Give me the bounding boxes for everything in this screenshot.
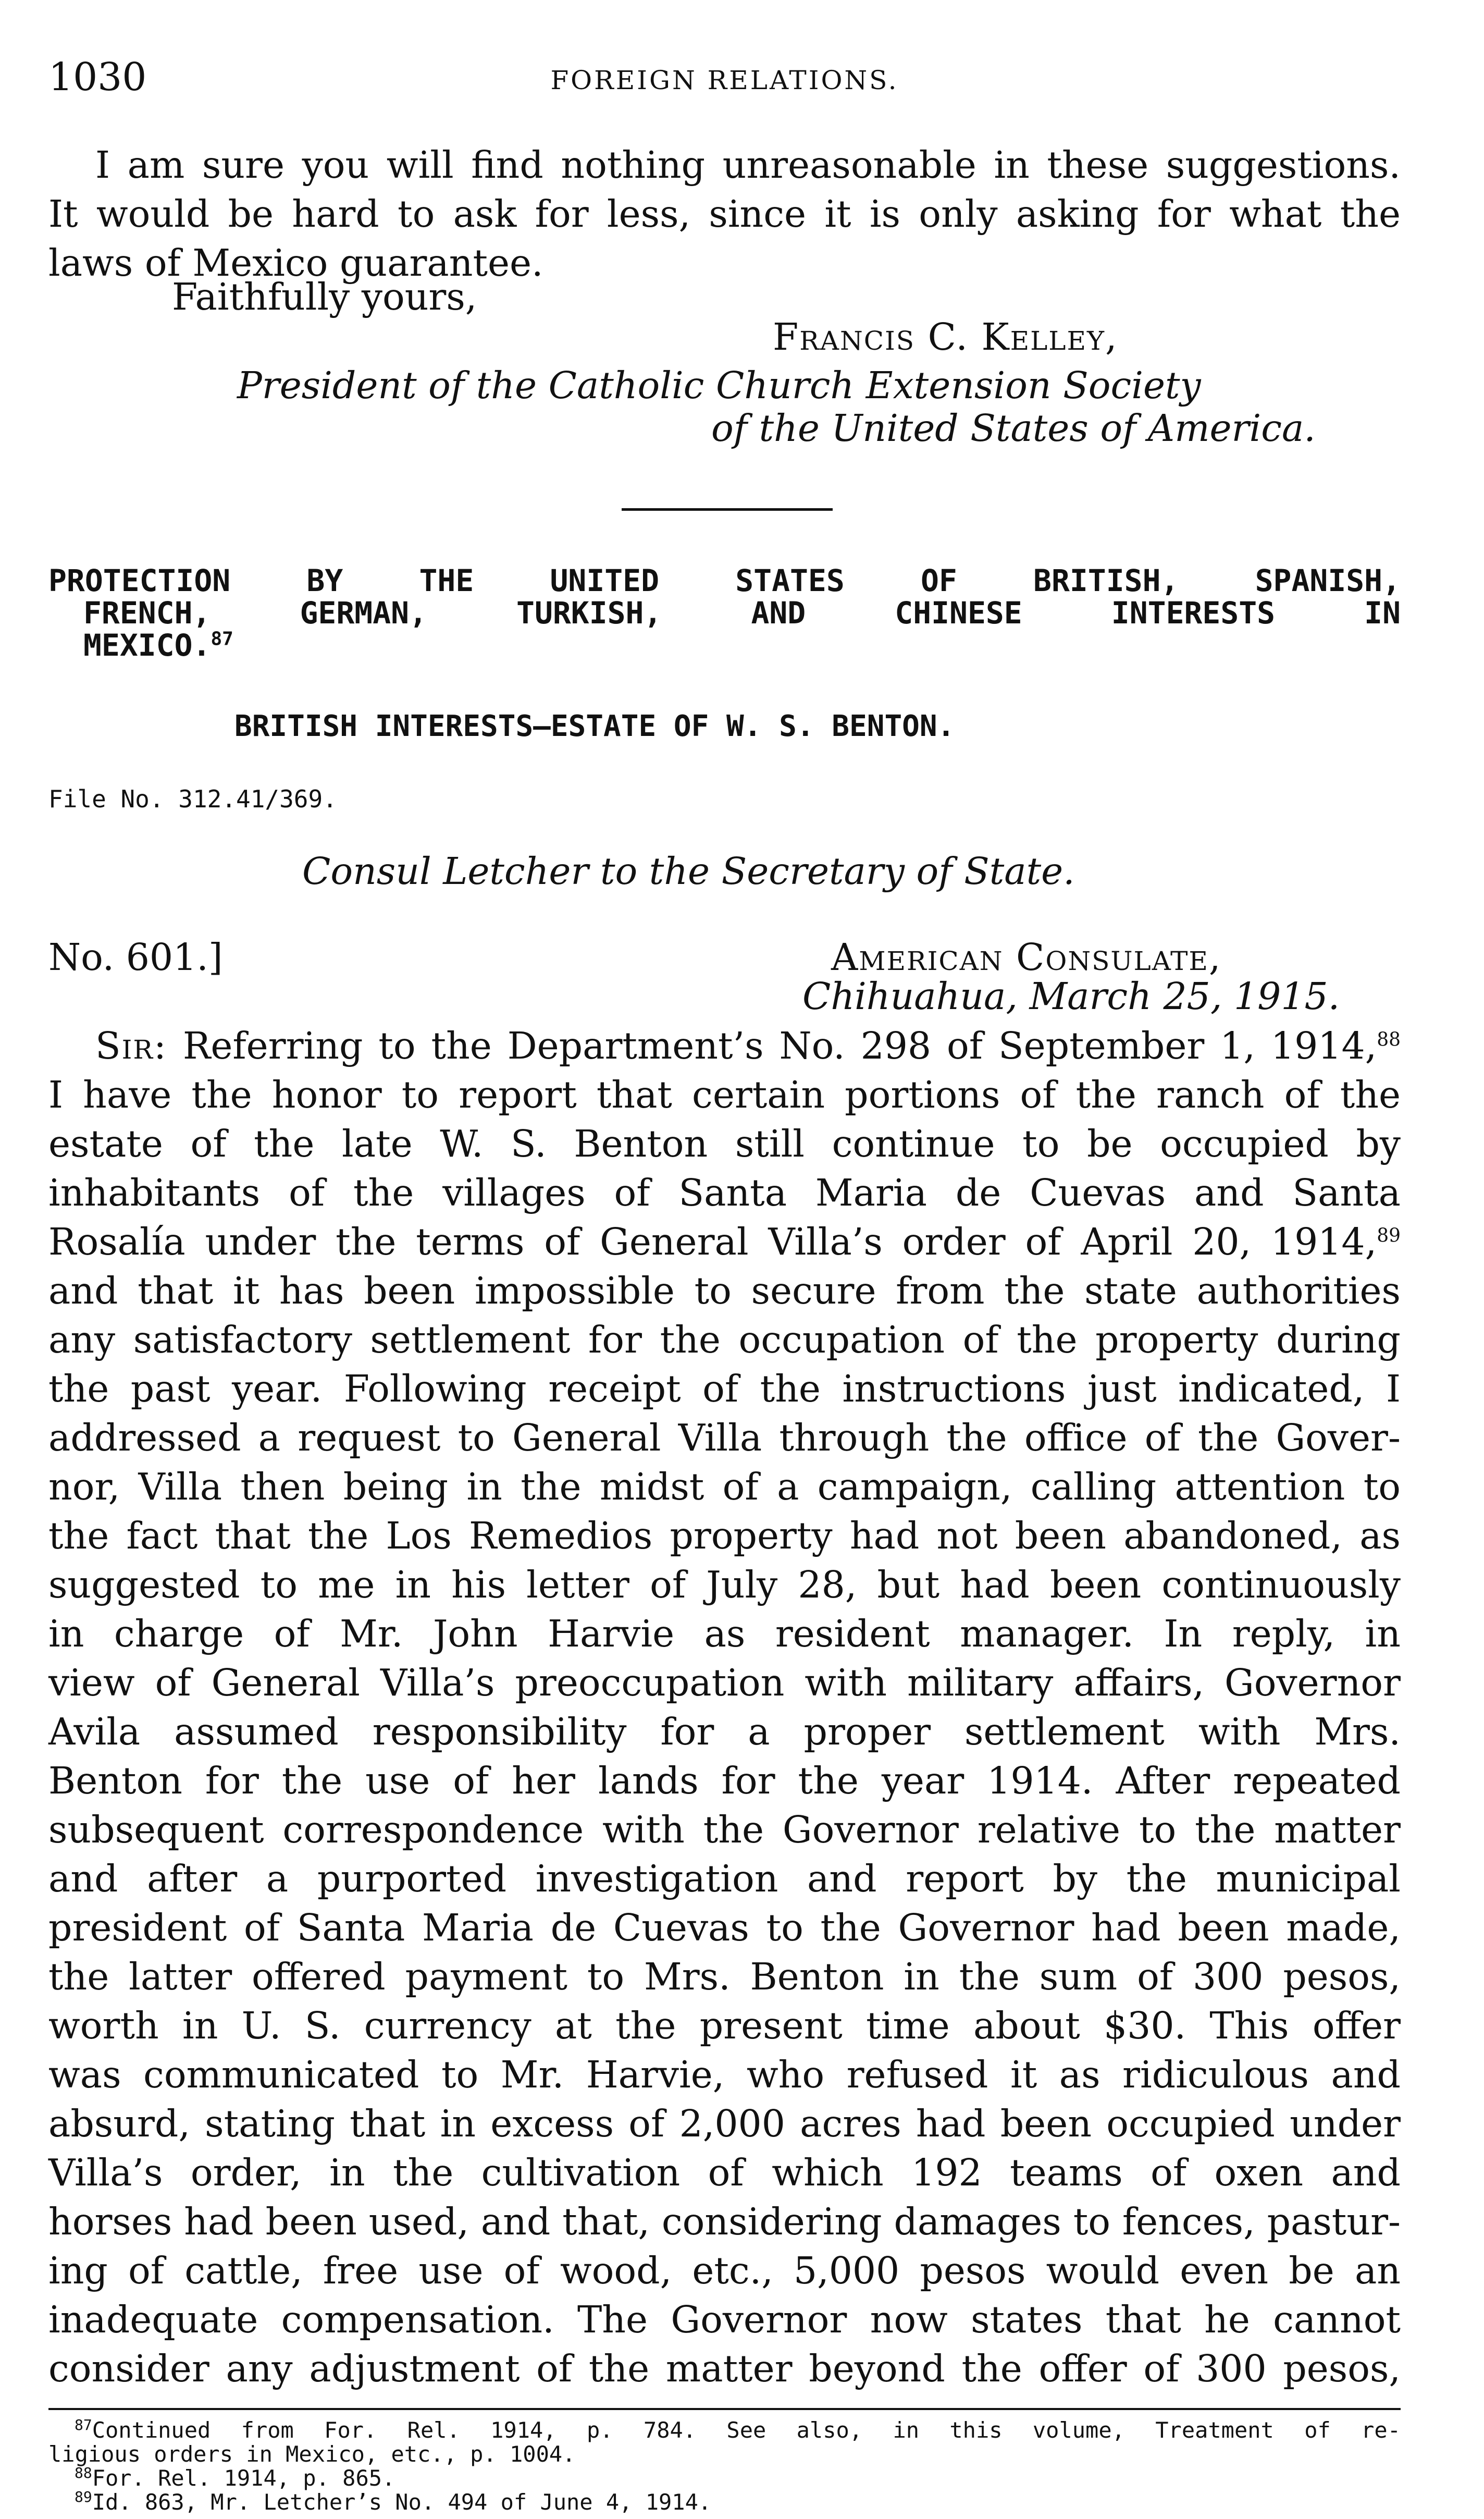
body-text-line: absurd, stating that in excess of 2,000 acres had been occupied under bbox=[48, 2102, 1401, 2145]
section-heading-line: MEXICO.$^{87}$ bbox=[83, 628, 233, 663]
place-date: Chihuahua, March 25, 1915. bbox=[802, 975, 1340, 1018]
letter-closing: Faithfully yours, bbox=[172, 275, 477, 318]
body-text-line: Villa’s order, in the cultivation of which 192 teams of oxen and bbox=[48, 2151, 1401, 2194]
letter-text-line: I am sure you will find nothing unreasonable in these suggestions. bbox=[95, 143, 1401, 187]
body-text-line: nor, Villa then being in the midst of a campaign, calling attention to bbox=[48, 1465, 1401, 1508]
body-text-line: addressed a request to General Villa through the office of the Gover- bbox=[48, 1416, 1401, 1459]
body-text-line: suggested to me in his letter of July 28, but had been continuously bbox=[48, 1563, 1401, 1606]
body-text-line: consider any adjustment of the matter beyond the offer of 300 pesos, bbox=[48, 2347, 1401, 2390]
running-head bbox=[48, 55, 1401, 102]
body-text-line: and that it has been impossible to secure from the state authorities bbox=[48, 1269, 1401, 1312]
body-text-line: in charge of Mr. John Harvie as resident manager. In reply, in bbox=[48, 1612, 1401, 1655]
body-text-line: and after a purported investigation and report by the municipal bbox=[48, 1857, 1401, 1900]
body-text-line: inadequate compensation. The Governor now states that he cannot bbox=[48, 2298, 1401, 2341]
body-text-line: Rosalía under the terms of General Villa’s order of April 20, 1914,89 bbox=[48, 1220, 1401, 1263]
consulate-name: American Consulate, bbox=[831, 936, 1222, 979]
body-text-line: Avila assumed responsibility for a proper settlement with Mrs. bbox=[48, 1710, 1401, 1753]
body-text-line: president of Santa Maria de Cuevas to the Governor had been made, bbox=[48, 1906, 1401, 1949]
footnote-number: 87 bbox=[75, 2416, 92, 2434]
letter-text-line: It would be hard to ask for less, since it is only asking for what the bbox=[48, 192, 1401, 236]
body-text-line: ing of cattle, free use of wood, etc., 5,000 pesos would even be an bbox=[48, 2249, 1401, 2292]
footnote-88: $^{88}$For. Rel. 1914, p. 865. bbox=[75, 2464, 395, 2491]
running-title: FOREIGN RELATIONS. bbox=[550, 65, 899, 95]
footnote-87: $^{87}$Continued from For. Rel. 1914, p. 784. See also, in this volume, Treatment of re- bbox=[75, 2416, 1401, 2443]
document-title: Consul Letcher to the Secretary of State. bbox=[302, 850, 1075, 893]
body-text-line: inhabitants of the villages of Santa Maria de Cuevas and Santa bbox=[48, 1171, 1401, 1214]
page-number: 1030 bbox=[48, 55, 147, 100]
body-text-line: Sir: Referring to the Department’s No. 298 of September 1, 1914,88 bbox=[95, 1024, 1401, 1067]
body-text-line: horses had been used, and that, considering damages to fences, pastur- bbox=[48, 2200, 1401, 2243]
section-heading-line: PROTECTION BY THE UNITED STATES OF BRITISH, SPANISH, bbox=[48, 563, 1401, 598]
dispatch-number: No. 601.] bbox=[48, 936, 223, 979]
body-text-line: any satisfactory settlement for the occupation of the property during bbox=[48, 1318, 1401, 1361]
signer-title: President of the Catholic Church Extension Society bbox=[237, 364, 1201, 407]
body-text-line: view of General Villa’s preoccupation with military affairs, Governor bbox=[48, 1661, 1401, 1704]
footnote-ref: 89 bbox=[1377, 1225, 1401, 1247]
footnote-89: $^{89}$Id. 863, Mr. Letcher’s No. 494 of June 4, 1914. bbox=[75, 2488, 712, 2515]
section-subheading: BRITISH INTERESTS—ESTATE OF W. S. BENTON. bbox=[234, 709, 955, 743]
body-text-line: I have the honor to report that certain portions of the ranch of the bbox=[48, 1073, 1401, 1116]
body-text-line: estate of the late W. S. Benton still continue to be occupied by bbox=[48, 1122, 1401, 1165]
signer-title: of the United States of America. bbox=[711, 407, 1316, 450]
body-text-line: was communicated to Mr. Harvie, who refused it as ridiculous and bbox=[48, 2053, 1401, 2096]
body-text-line: Benton for the use of her lands for the year 1914. After repeated bbox=[48, 1759, 1401, 1802]
footnote-ref: 87 bbox=[211, 628, 233, 650]
body-text-line: the latter offered payment to Mrs. Benton in the sum of 300 pesos, bbox=[48, 1955, 1401, 1998]
footnote-number: 89 bbox=[75, 2488, 92, 2505]
file-number: File No. 312.41/369. bbox=[48, 785, 337, 813]
footnote-number: 88 bbox=[75, 2464, 92, 2481]
section-divider bbox=[622, 508, 833, 511]
body-text-line: worth in U. S. currency at the present time about $30. This offer bbox=[48, 2004, 1401, 2047]
footnote-ref: 88 bbox=[1377, 1029, 1401, 1051]
section-heading-line: FRENCH, GERMAN, TURKISH, AND CHINESE INTERESTS IN bbox=[83, 595, 1401, 631]
body-text-line: subsequent correspondence with the Governor relative to the matter bbox=[48, 1808, 1401, 1851]
footnote-87-continued: ligious orders in Mexico, etc., p. 1004. bbox=[48, 2441, 576, 2467]
body-text-line: the past year. Following receipt of the instructions just indicated, I bbox=[48, 1367, 1401, 1410]
body-text-line: the fact that the Los Remedios property had not been abandoned, as bbox=[48, 1514, 1401, 1557]
signature: Francis C. Kelley, bbox=[773, 315, 1118, 359]
letter-text-line: laws of Mexico guarantee. bbox=[48, 241, 543, 285]
footnote-divider bbox=[48, 2408, 1401, 2410]
